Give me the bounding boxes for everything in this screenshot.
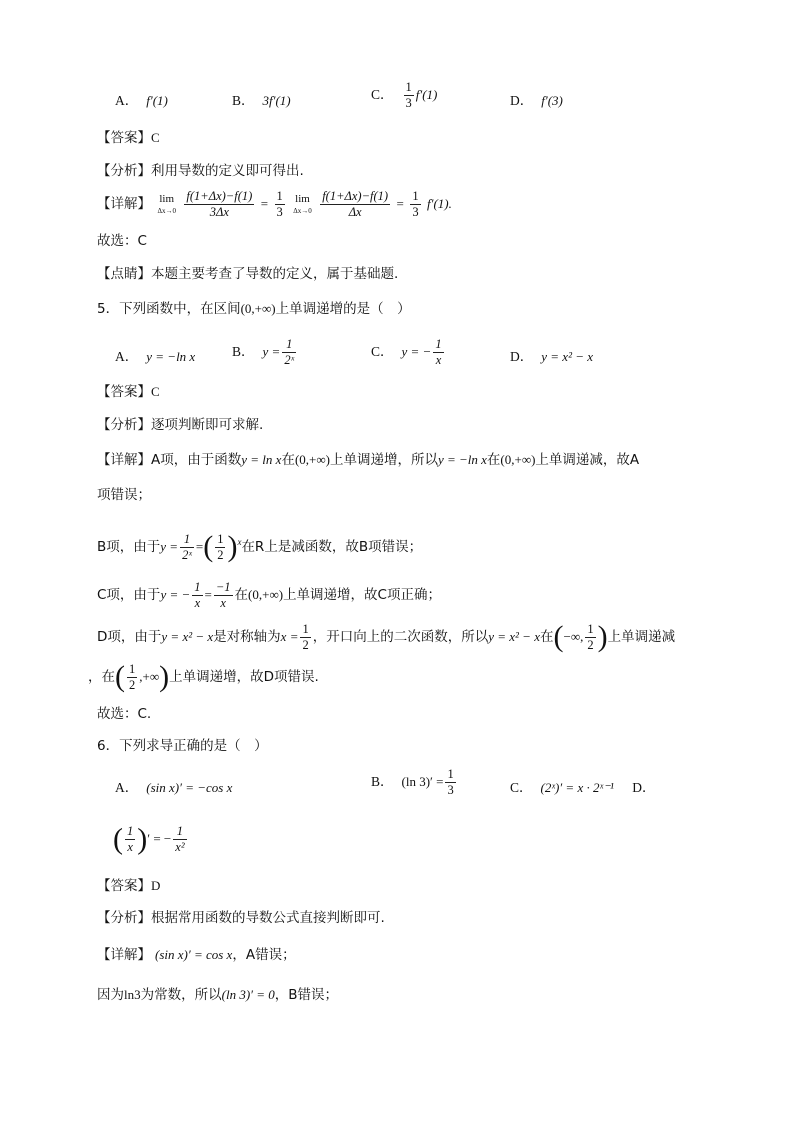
- answer-value: C: [151, 384, 160, 399]
- q5-detail-c: [97, 578, 441, 612]
- text: 在: [486, 452, 501, 468]
- fraction: [215, 532, 225, 563]
- denominator: x: [220, 595, 226, 610]
- math: y = −: [160, 587, 191, 602]
- option-letter: A．: [115, 349, 139, 364]
- text: ，开口向上的二次函数，所以: [312, 629, 489, 645]
- q6-option-d-expr: [113, 822, 189, 856]
- numerator: 1: [129, 661, 136, 676]
- limit-expr-2: [293, 192, 312, 216]
- text: 上单调递增，故D项错误.: [169, 669, 319, 685]
- q4-answer: [97, 129, 160, 147]
- fraction: [282, 337, 296, 368]
- text: 在R上是减函数，故B项错误；: [241, 539, 423, 555]
- denominator: 3: [405, 96, 412, 110]
- numerator: 1: [405, 80, 412, 94]
- option-text: y = −ln x: [146, 349, 196, 364]
- q5-detail-a: [97, 451, 639, 469]
- q4-option-b: [232, 89, 291, 109]
- q5-detail-e: [88, 660, 319, 694]
- lim-text: lim: [159, 193, 175, 205]
- equals-sign: =: [260, 196, 269, 211]
- denominator: 2ˣ: [284, 353, 295, 367]
- comment-tag: 【点睛】: [97, 266, 151, 282]
- text: 在: [539, 629, 554, 645]
- answer-value: D: [151, 878, 161, 893]
- fraction: [180, 532, 194, 563]
- q6-stem: 6．下列求导正确的是（ ）: [97, 738, 268, 754]
- option-text: y = x² − x: [541, 349, 594, 364]
- paren: ): [597, 620, 608, 653]
- option-letter: A．: [115, 780, 139, 795]
- fraction-coef: [275, 189, 285, 220]
- math: (sin x)′ = cos x: [155, 947, 233, 962]
- exponent: x: [237, 537, 242, 547]
- q4-analysis: [97, 162, 304, 180]
- equals-sign: =: [204, 587, 212, 602]
- q5-stem: [97, 300, 411, 318]
- analysis-text: 利用导数的定义即可得出.: [151, 163, 304, 179]
- detail-tag: 【详解】: [97, 947, 151, 963]
- option-text: f′(1): [146, 93, 168, 108]
- text: 在: [281, 452, 295, 468]
- q5-detail-b: [97, 525, 423, 563]
- fraction: [300, 622, 310, 653]
- lim-subscript: Δx→0: [157, 207, 176, 215]
- numerator: 1: [180, 532, 194, 548]
- q6-detail-2: [97, 986, 338, 1004]
- fraction: [404, 80, 414, 111]
- interval: (0,+∞): [240, 301, 276, 316]
- denominator: 2: [587, 637, 594, 652]
- stem-part: 5．下列函数中，在区间: [97, 301, 241, 317]
- fraction: [127, 662, 137, 693]
- numerator: 1: [127, 824, 134, 838]
- fraction: [433, 337, 443, 368]
- numerator: 1: [173, 824, 186, 840]
- fraction: [173, 824, 186, 855]
- text: 上单调递减: [607, 629, 676, 645]
- fraction: [445, 767, 455, 798]
- q6-analysis: [97, 909, 385, 927]
- denominator: Δx: [348, 204, 362, 219]
- fraction-1: [184, 189, 254, 220]
- denominator: 3: [412, 204, 419, 219]
- math: y =: [160, 539, 179, 554]
- fraction: [214, 580, 233, 611]
- numerator: 1: [276, 188, 283, 203]
- option-lhs: y =: [262, 344, 281, 359]
- analysis-tag: 【分析】: [97, 417, 151, 433]
- numerator: 1: [217, 531, 224, 546]
- denominator: x: [435, 353, 442, 367]
- numerator: f(1+Δx)−f(1): [322, 188, 389, 203]
- option-letter: B．: [371, 774, 394, 789]
- text: ，B错误；: [274, 987, 339, 1003]
- denominator: 2: [302, 637, 309, 652]
- q6-option-b: [371, 767, 458, 798]
- text: D项，由于: [97, 629, 162, 645]
- denominator: x²: [175, 840, 185, 854]
- interval: (0,+∞): [294, 452, 330, 467]
- fraction: [125, 824, 135, 855]
- interval: (0,+∞): [500, 452, 536, 467]
- text: C项，由于: [97, 587, 161, 603]
- option-letter: C．: [371, 344, 394, 359]
- q5-detail-a-cont: 项错误；: [97, 487, 151, 503]
- text: 在: [234, 587, 249, 603]
- q4-detail: [97, 186, 452, 222]
- denominator: 3Δx: [209, 204, 229, 219]
- math: y = x² − x: [488, 629, 540, 644]
- lim-text: lim: [295, 193, 310, 205]
- paren: (: [203, 530, 214, 563]
- text: 为常数，所以: [140, 987, 222, 1003]
- math: −∞,: [563, 629, 584, 644]
- paren: (: [113, 822, 123, 856]
- numerator: −1: [215, 579, 231, 594]
- text: A项，由于函数: [151, 452, 242, 468]
- denominator: 2ˣ: [182, 547, 192, 562]
- numerator: 1: [194, 579, 201, 594]
- equals-sign: =: [195, 539, 204, 554]
- denominator: 2: [129, 677, 136, 692]
- math: ,+∞: [139, 669, 160, 684]
- numerator: 1: [282, 337, 296, 353]
- analysis-text: 根据常用函数的导数公式直接判断即可.: [151, 910, 385, 926]
- paren: ): [227, 530, 238, 563]
- detail-tail: f′(1).: [427, 196, 452, 211]
- text: 上单调递减，故A: [535, 452, 640, 468]
- q6-option-c: [510, 776, 663, 796]
- q5-option-d: [510, 345, 593, 365]
- math: y = x² − x: [161, 629, 214, 644]
- numerator: 1: [435, 337, 442, 351]
- fraction: [585, 622, 595, 653]
- answer-value: C: [151, 130, 160, 145]
- numerator: 1: [302, 621, 309, 636]
- text: ，在: [88, 669, 115, 685]
- q6-answer: [97, 877, 160, 895]
- analysis-text: 逐项判断即可求解.: [151, 417, 264, 433]
- fraction-coef-2: [410, 189, 420, 220]
- option-lhs: (ln 3)′ =: [401, 774, 444, 789]
- option-d-letter: D．: [632, 780, 656, 795]
- option-letter: D．: [510, 93, 534, 108]
- q4-option-c: [371, 80, 437, 111]
- math: ′ = −: [147, 831, 172, 846]
- option-letter: A．: [115, 93, 139, 108]
- option-lhs: y = −: [401, 344, 432, 359]
- detail-tag: 【详解】: [97, 196, 151, 212]
- q5-option-c: [371, 337, 446, 368]
- paren: (: [115, 660, 125, 693]
- option-text: f′(1): [415, 87, 438, 102]
- limit-expr: [157, 192, 176, 216]
- math: ln3: [124, 987, 141, 1002]
- q4-choose: 故选：C: [97, 233, 147, 249]
- q5-answer: [97, 383, 160, 401]
- stem-part: 上单调递增的是（ ）: [275, 301, 411, 317]
- option-letter: C．: [510, 780, 533, 795]
- math: x =: [280, 629, 299, 644]
- option-text: 3f′(1): [262, 93, 291, 108]
- numerator: 1: [412, 188, 419, 203]
- lim-subscript: Δx→0: [293, 207, 312, 215]
- numerator: 1: [587, 621, 594, 636]
- q6-option-a: [115, 776, 232, 796]
- q4-option-d: [510, 89, 563, 109]
- denominator: 3: [447, 783, 454, 797]
- math: y = ln x: [241, 452, 282, 467]
- option-text: (2ˣ)′ = x · 2ˣ⁻¹: [540, 780, 614, 795]
- option-letter: D．: [510, 349, 534, 364]
- equals-sign-2: =: [396, 196, 404, 211]
- paren: ): [137, 822, 148, 856]
- fraction: [192, 580, 202, 611]
- analysis-tag: 【分析】: [97, 910, 151, 926]
- q4-comment: [97, 265, 398, 283]
- q5-option-a: [115, 345, 195, 365]
- text: 上单调递增，故C项正确；: [283, 587, 441, 603]
- numerator: 1: [447, 767, 454, 781]
- denominator: x: [127, 840, 133, 854]
- q4-option-a: [115, 89, 168, 109]
- option-text: f′(3): [541, 93, 563, 108]
- option-letter: B．: [232, 93, 255, 108]
- paren: ): [159, 660, 170, 693]
- comment-text: 本题主要考查了导数的定义，属于基础题.: [151, 266, 399, 282]
- denominator: 3: [276, 204, 283, 219]
- interval: (0,+∞): [248, 587, 284, 602]
- q5-choose: 故选：C.: [97, 706, 152, 722]
- q5-detail-d: [97, 620, 675, 654]
- q6-detail-1: [97, 946, 296, 964]
- numerator: f(1+Δx)−f(1): [186, 188, 253, 203]
- analysis-tag: 【分析】: [97, 163, 151, 179]
- denominator: x: [194, 595, 201, 610]
- answer-tag: 【答案】: [97, 130, 151, 146]
- text: ，A错误；: [232, 947, 296, 963]
- detail-tag: 【详解】: [97, 452, 151, 468]
- option-text: (sin x)′ = −cos x: [146, 780, 233, 795]
- text: 是对称轴为: [213, 629, 281, 645]
- paren: (: [553, 620, 564, 653]
- math: y = −ln x: [437, 452, 487, 467]
- q5-analysis: [97, 416, 263, 434]
- q5-option-b: [232, 337, 298, 368]
- option-letter: B．: [232, 344, 255, 359]
- text: 因为: [97, 987, 124, 1003]
- option-letter: C．: [371, 87, 394, 102]
- math: (ln 3)′ = 0: [221, 987, 275, 1002]
- answer-tag: 【答案】: [97, 878, 151, 894]
- text: B项，由于: [97, 539, 161, 555]
- answer-tag: 【答案】: [97, 384, 151, 400]
- denominator: 2: [217, 547, 224, 562]
- fraction-2: [320, 189, 390, 220]
- text: 上单调递增，所以: [329, 452, 438, 468]
